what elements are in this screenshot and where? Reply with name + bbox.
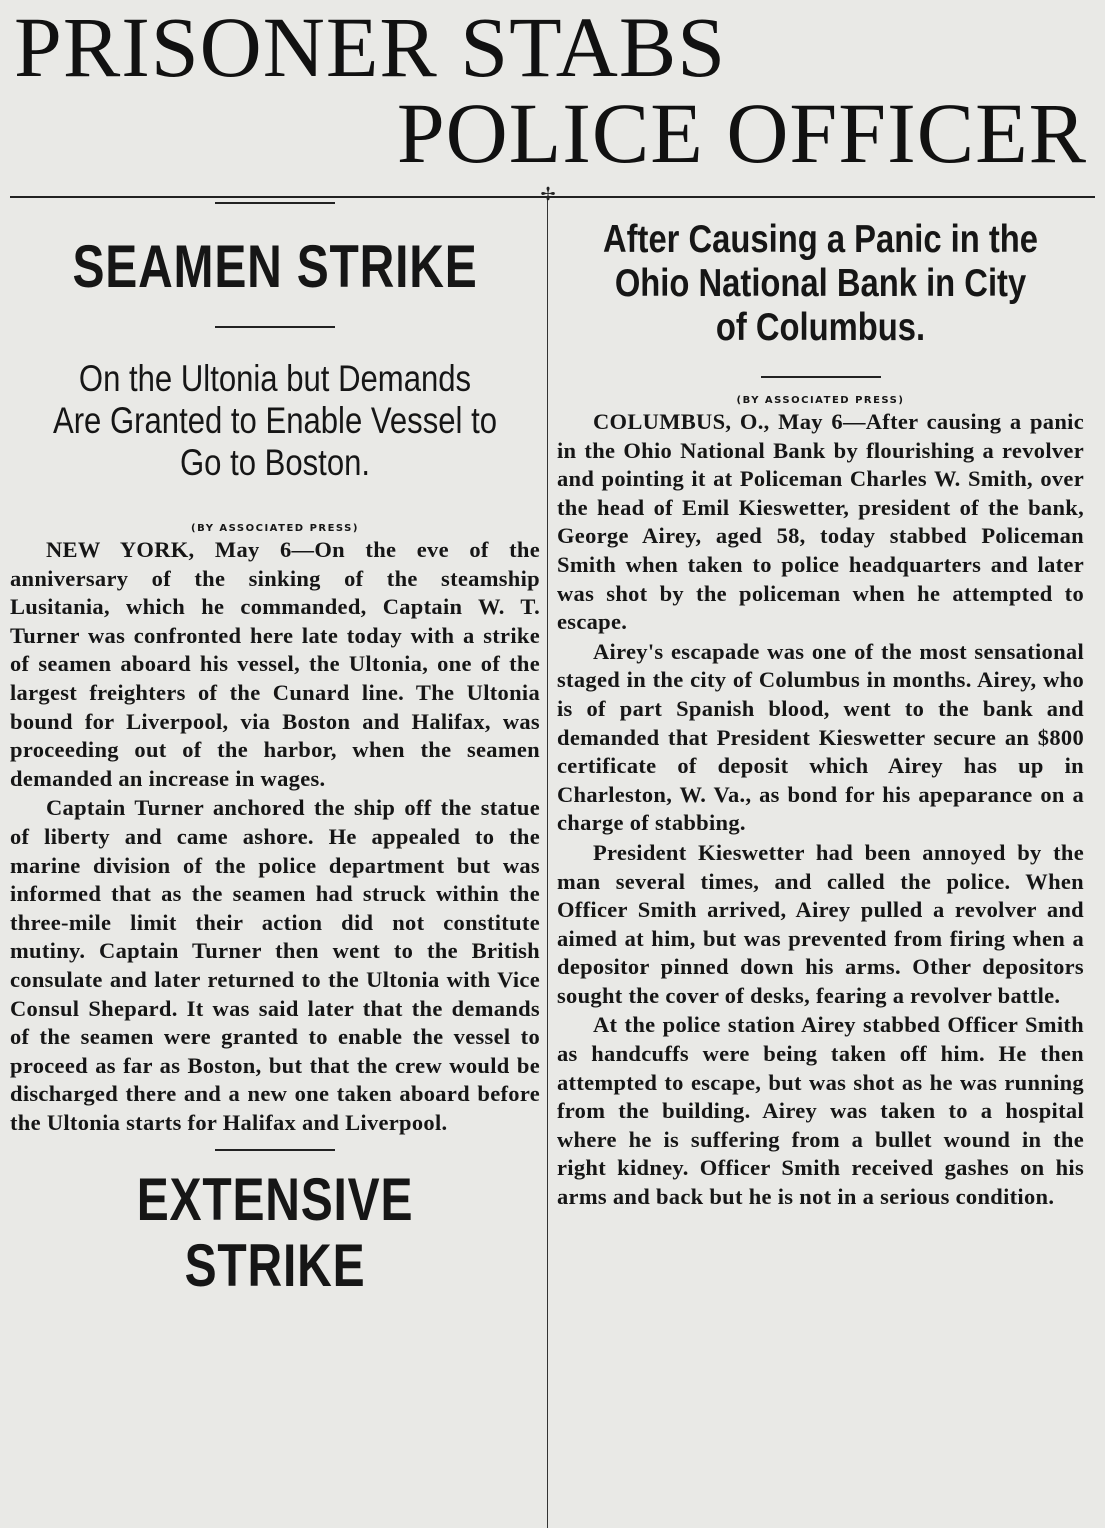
next-article-headline: EXTENSIVE STRIKE	[136, 1166, 414, 1300]
banner-headline	[6, 0, 1099, 181]
rule-ornament-icon: ✢	[540, 184, 556, 205]
column-divider	[547, 200, 548, 1528]
section-rule	[215, 1149, 335, 1151]
article-paragraph: President Kieswetter had been annoyed by the man several times, and called the police. When Officer Smith arrived, Airey pulled a revolver and aimed at him, but was prevented from firing when a depositor pinned down his arms. Other depositors sought the cover of desks, fearing a revolver battle.	[557, 839, 1084, 1008]
article-paragraph: Airey's escapade was one of the most sensational staged in the city of Columbus in months. Airey, who is of part Spanish blood, went to the bank and demanded that President Kieswetter secure an $800 certificate of deposit which Airey has up in Charleston, W. Va., as bond for his apeparance on a charge of stabbing.	[557, 638, 1084, 836]
left-article-deck: On the Ultonia but Demands Are Granted to Enable Vessel to Go to Boston.	[52, 358, 498, 483]
right-article-credit: (BY ASSOCIATED PRESS)	[736, 395, 905, 406]
banner-line-2: POLICE OFFICER	[396, 85, 1087, 181]
banner-line-1: PRISONER STABS	[14, 0, 727, 95]
section-rule	[215, 326, 335, 328]
right-article-body	[557, 408, 1084, 1212]
left-article-body	[10, 536, 540, 1137]
article-paragraph: At the police station Airey stabbed Officer Smith as handcuffs were being taken off him. He then attempted to escape, but was shot as he was running from the building. Airey was taken to a hospital where he is suffering from a bullet wound in the right kidney. Officer Smith received gashes on his arms and back but he is not in a serious condition.	[557, 1012, 1084, 1210]
left-article-headline: SEAMEN STRIKE	[72, 233, 478, 300]
article-paragraph: NEW YORK, May 6—On the eve of the anniversary of the sinking of the steamship Lusitania, which he commanded, Captain W. T. Turner was confronted here late today with a strike of seamen aboard his vessel, the Ultonia, one of the largest freighters of the Cunard line. The Ultonia bound for Liverpool, via Boston and Halifax, was proceeding out of the harbor, when the seamen demanded an increase in wages.	[10, 537, 540, 791]
article-paragraph: Captain Turner anchored the ship off the statue of liberty and came ashore. He appealed to the marine division of the police department but was informed that as the seamen had struck within the three-mile limit their action did not constitute mutiny. Captain Turner then went to the British consulate and later returned to the Ultonia with Vice Consul Shepard. It was said later that the demands of the seamen were granted to enable the vessel to proceed as far as Boston, but that the crew would be discharged there and a new one taken aboard before the Ultonia starts for Halifax and Liverpool.	[10, 795, 540, 1135]
right-column	[557, 200, 1084, 1212]
left-article-credit: (BY ASSOCIATED PRESS)	[191, 523, 359, 534]
right-article-headline: After Causing a Panic in the Ohio National Bank in City of Columbus.	[602, 218, 1039, 349]
left-column	[10, 200, 540, 1299]
section-rule	[215, 202, 335, 204]
article-paragraph: COLUMBUS, O., May 6—After causing a panic in the Ohio National Bank by flourishing a revolver and pointing it at Policeman Charles W. Smith, over the head of Emil Kieswetter, president of the bank, George Airey, aged 58, today stabbed Policeman Smith when taken to police headquarters and later was shot by the policeman when he attempted to escape.	[557, 409, 1084, 635]
section-rule	[761, 376, 881, 378]
